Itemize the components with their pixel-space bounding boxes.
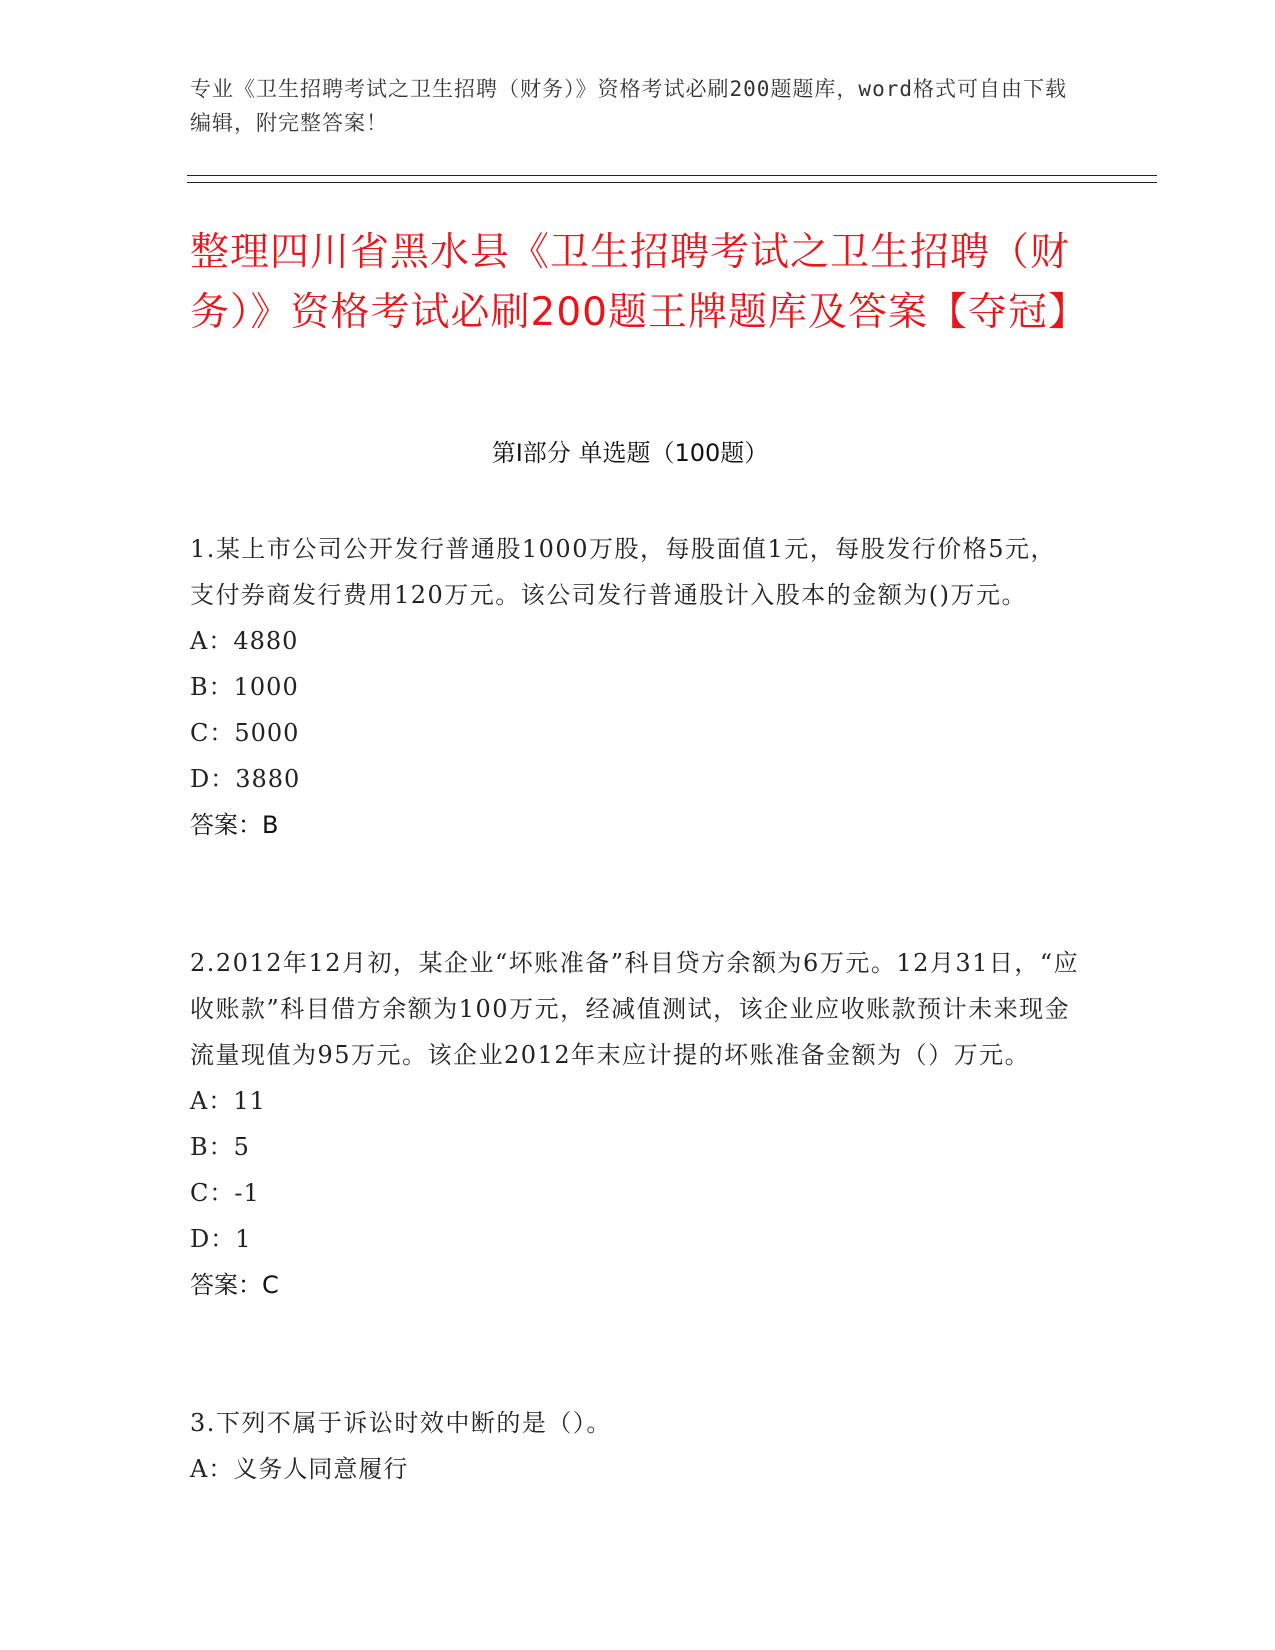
option-a: A：4880	[190, 627, 299, 655]
option-b: B：1000	[190, 673, 299, 701]
answer: 答案：C	[190, 1271, 279, 1299]
question-3	[190, 1400, 1080, 1492]
answer: 答案：B	[190, 811, 279, 839]
header-divider-bottom	[187, 182, 1157, 183]
header-note: 专业《卫生招聘考试之卫生招聘（财务）》资格考试必刷200题题库，word格式可自由下载编辑，附完整答案！	[190, 77, 1067, 135]
option-d: D：3880	[190, 765, 301, 793]
document-title: 整理四川省黑水县《卫生招聘考试之卫生招聘（财务）》资格考试必刷200题王牌题库及答案【夺冠】	[190, 230, 1088, 335]
question-stem: 2.2012年12月初，某企业“坏账准备”科目贷方余额为6万元。12月31日，“应收账款”科目借方余额为100万元，经减值测试，该企业应收账款预计未来现金流量现值为95万元。该企业2012年末应计提的坏账准备金额为（）万元。	[190, 949, 1080, 1069]
header-divider-top	[187, 175, 1157, 176]
question-stem: 3.下列不属于诉讼时效中断的是（）。	[190, 1409, 612, 1437]
option-b: B：5	[190, 1133, 250, 1161]
option-a: A：义务人同意履行	[190, 1455, 409, 1483]
section-heading: 第Ⅰ部分 单选题（100题）	[491, 439, 769, 467]
option-d: D：1	[190, 1225, 252, 1253]
option-c: C：-1	[190, 1179, 260, 1207]
question-2	[190, 940, 1080, 1308]
option-c: C：5000	[190, 719, 300, 747]
question-1	[190, 526, 1080, 848]
option-a: A：11	[190, 1087, 266, 1115]
question-stem: 1.某上市公司公开发行普通股1000万股，每股面值1元，每股发行价格5元，支付券商发行费用120万元。该公司发行普通股计入股本的金额为()万元。	[190, 535, 1057, 609]
